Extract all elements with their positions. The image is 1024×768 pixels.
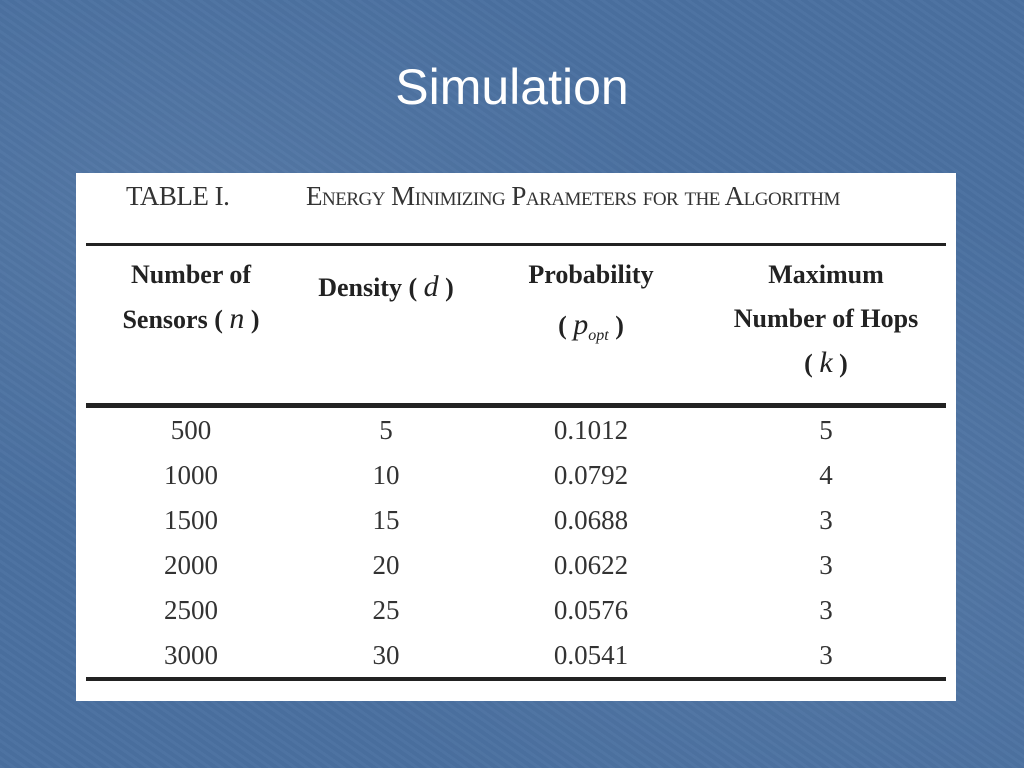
header-density-close: ) <box>445 273 454 302</box>
header-probability-close: ) <box>615 311 624 340</box>
header-hops-line1: Maximum <box>768 260 884 289</box>
header-density-line1: Density ( <box>318 273 418 302</box>
header-probability <box>506 253 676 358</box>
table-label: TABLE I. <box>126 181 230 211</box>
cell-sensors: 1500 <box>164 505 218 535</box>
cell-density: 5 <box>379 415 393 445</box>
cell-probability: 0.0622 <box>553 550 629 580</box>
cell-density: 20 <box>372 550 400 580</box>
cell-probability: 0.0576 <box>553 595 629 625</box>
header-probability-subscript: opt <box>588 327 609 345</box>
table-body <box>76 409 956 679</box>
cell-density: 15 <box>372 505 400 535</box>
header-sensors-close: ) <box>250 305 260 334</box>
header-sensors-line2: Sensors ( <box>122 305 223 334</box>
cell-sensors: 500 <box>170 415 212 445</box>
header-density <box>301 265 471 310</box>
cell-hops: 3 <box>819 550 833 580</box>
header-probability-line1: Probability <box>528 260 654 289</box>
cell-density: 30 <box>372 640 400 670</box>
cell-hops: 3 <box>819 505 833 535</box>
header-probability-symbol: p <box>573 308 589 341</box>
table-row <box>76 634 956 679</box>
cell-hops: 5 <box>819 415 833 445</box>
table-row <box>76 589 956 634</box>
cell-sensors: 3000 <box>164 640 218 670</box>
header-rule <box>86 403 946 408</box>
header-probability-open: ( <box>558 311 567 340</box>
cell-density: 25 <box>372 595 400 625</box>
header-hops-open: ( <box>804 349 813 378</box>
header-sensors-symbol: n <box>229 302 245 335</box>
table-row <box>76 544 956 589</box>
cell-density: 10 <box>372 460 400 490</box>
header-hops <box>716 253 936 386</box>
cell-sensors: 2500 <box>164 595 218 625</box>
cell-probability: 0.0541 <box>553 640 629 670</box>
parameters-table <box>76 173 956 701</box>
header-hops-line2: Number of Hops <box>733 304 919 333</box>
table-caption <box>126 181 956 221</box>
header-hops-symbol: k <box>819 346 833 379</box>
header-sensors-line1: Number of <box>130 260 252 289</box>
header-hops-close: ) <box>839 349 848 378</box>
cell-probability: 0.0688 <box>553 505 629 535</box>
bottom-rule <box>86 677 946 681</box>
table-row <box>76 454 956 499</box>
cell-probability: 0.0792 <box>553 460 629 490</box>
cell-hops: 4 <box>819 460 833 490</box>
header-density-symbol: d <box>423 270 439 303</box>
cell-hops: 3 <box>819 640 833 670</box>
cell-probability: 0.1012 <box>553 415 629 445</box>
top-rule <box>86 243 946 246</box>
header-sensors <box>106 253 276 342</box>
slide-title: Simulation <box>395 59 629 115</box>
table-row <box>76 409 956 454</box>
cell-sensors: 1000 <box>164 460 218 490</box>
cell-sensors: 2000 <box>164 550 218 580</box>
table-heading: Energy Minimizing Parameters for the Algorithm <box>306 181 840 211</box>
table-row <box>76 499 956 544</box>
cell-hops: 3 <box>819 595 833 625</box>
